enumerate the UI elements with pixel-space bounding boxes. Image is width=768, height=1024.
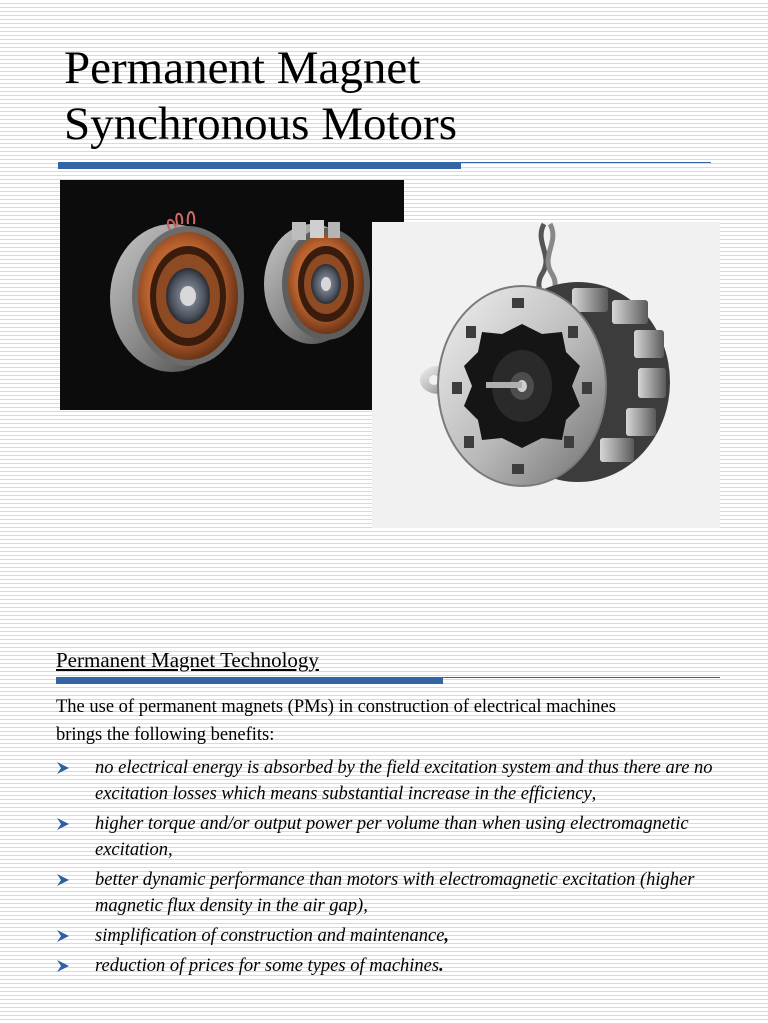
slide-title-line-2: Synchronous Motors	[64, 98, 457, 150]
section-heading: Permanent Magnet Technology	[56, 648, 319, 672]
slide-title	[64, 40, 704, 152]
arrowhead-bullet-icon	[56, 959, 70, 973]
slide-title-line-1: Permanent Magnet	[64, 42, 421, 94]
list-item	[56, 867, 716, 919]
benefit-text: no electrical energy is absorbed by the field excitation system and thus there are no excitation losses which means substantial increase in the efficiency	[95, 758, 713, 804]
benefit-text: higher torque and/or output power per volume than when using electromagnetic excitation,	[95, 814, 689, 860]
list-item	[56, 755, 716, 807]
benefit-text: reduction of prices for some types of machines	[95, 956, 440, 976]
list-item	[56, 923, 716, 949]
benefit-text: better dynamic performance than motors with electromagnetic excitation (higher magnetic flux density in the air gap),	[95, 870, 695, 916]
pm-motor-photo	[372, 222, 720, 528]
list-item	[56, 811, 716, 863]
section-divider	[56, 675, 720, 687]
stator-assemblies-photo	[60, 180, 404, 410]
arrowhead-bullet-icon	[56, 929, 70, 943]
benefit-punctuation: ,	[591, 784, 597, 804]
intro-line-2: brings the following benefits:	[56, 725, 275, 745]
benefit-text: simplification of construction and maintenance	[95, 926, 445, 946]
arrowhead-bullet-icon	[56, 817, 70, 831]
title-divider	[58, 158, 711, 170]
benefits-list	[56, 755, 716, 979]
list-item	[56, 953, 716, 979]
arrowhead-bullet-icon	[56, 873, 70, 887]
intro-line-1: The use of permanent magnets (PMs) in construction of electrical machines	[56, 697, 616, 717]
benefit-punctuation: ,	[444, 926, 450, 946]
intro-paragraph	[56, 693, 716, 749]
arrowhead-bullet-icon	[56, 761, 70, 775]
benefit-punctuation: .	[439, 956, 444, 976]
